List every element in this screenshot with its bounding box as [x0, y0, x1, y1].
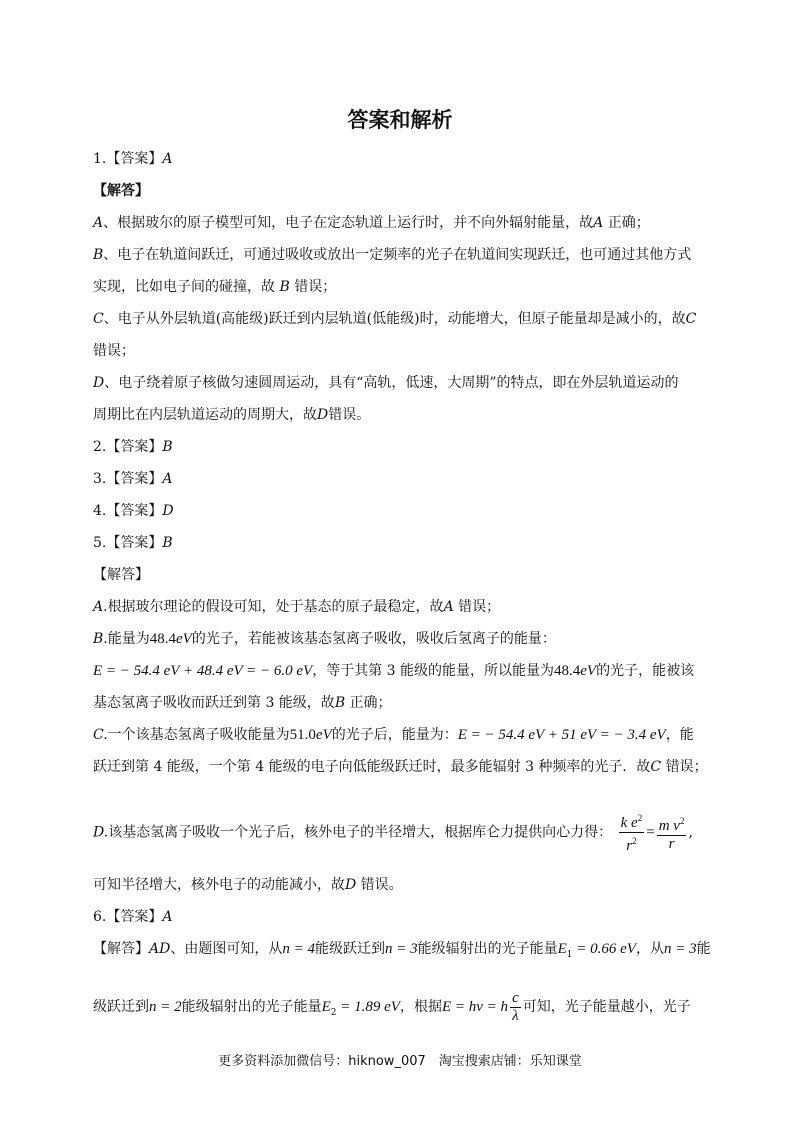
q5-option-d: D.该基态氢离子吸收一个光子后，核外电子的半径增大，根据库仑力提供向心力得： $\frac{k e^2}{r^2}$ = $\frac{m v^2}{r}$ ,: [93, 810, 693, 855]
answer-4-line: 4.【答案】D: [93, 503, 174, 519]
q5-option-d-cont: 可知半径增大，核外电子的动能减小，故D 错误。: [93, 877, 403, 893]
q1-jieda-label: 【解答】: [93, 183, 149, 199]
centripetal-fraction: $\frac{m v^2}{r}$: [657, 813, 687, 853]
energy-equation: E = − 54.4 eV + 48.4 eV = − 6.0 eV: [93, 663, 313, 679]
q6-explanation-line2: 级跃迁到n = 2能级辐射出的光子能量$E_2 = 1.89$ eV，根据E = hν = h $\frac{c}{\lambda}$ 可知，光子能量越小，光子: [93, 989, 691, 1024]
q1-option-d-cont: 周期比在内层轨道运动的周期大，故D错误。: [93, 407, 371, 423]
q1-option-c-cont: 错误；: [93, 343, 135, 359]
answer-value: A: [162, 151, 173, 167]
answer-label: 1.【答案】: [93, 151, 163, 167]
q1-option-c: C、电子从外层轨道(高能级)跃迁到内层轨道(低能级)时，动能增大，但原子能量却是减小的，故C: [93, 311, 697, 327]
q1-option-d: D、电子绕着原子核做匀速圆周运动，具有“高轨，低速，大周期”的特点，即在外层轨道运动的: [93, 375, 679, 391]
answer-5-line: 5.【答案】B: [93, 535, 173, 551]
q5-energy-line: E = − 54.4 eV + 48.4 eV = − 6.0 eV，等于其第 3 能级的能量，所以能量为48.4eV的光子，能被该: [93, 663, 695, 679]
photon-energy-fraction: $\frac{c}{\lambda}$: [512, 989, 519, 1024]
q5-option-b: B.能量为48.4eV的光子，若能被该基态氢离子吸收，吸收后氢离子的能量：: [93, 631, 556, 647]
q6-answer-line: 6.【答案】A: [93, 909, 173, 925]
q5-option-a: A.根据玻尔理论的假设可知，处于基态的原子最稳定，故A 错误；: [93, 599, 501, 615]
footer-note: 更多资料添加微信号：hiknow_007 淘宝搜索店铺：乐知课堂: [218, 1054, 582, 1069]
q1-option-b-cont: 实现，比如电子间的碰撞，故 B 错误；: [93, 279, 337, 295]
q1-answer-line: [93, 150, 172, 168]
coulomb-fraction: $\frac{k e^2}{r^2}$: [619, 810, 645, 855]
q1-option-a: A、根据玻尔的原子模型可知，电子在定态轨道上运行时，并不向外辐射能量，故A 正确；: [93, 215, 650, 231]
q5-option-c: C.一个该基态氢离子吸收能量为51.0eV的光子后，能量为：E = − 54.4 eV + 51 eV = − 3.4 eV，能: [93, 727, 694, 743]
q5-option-b-cont: 基态氢离子吸收而跃迁到第 3 能级，故B 正确；: [93, 695, 392, 711]
q1-option-b: B、电子在轨道间跃迁，可通过吸收或放出一定频率的光子在轨道间实现跃迁，也可通过其他方式: [93, 247, 692, 263]
energy-equation-c: E = − 54.4 eV + 51 eV = − 3.4 eV: [457, 727, 666, 743]
answer-2-line: 2.【答案】B: [93, 439, 173, 455]
answer-3-line: 3.【答案】A: [93, 471, 173, 487]
q6-explanation-line1: 【解答】AD、由题图可知，从n = 4能级跃迁到n = 3能级辐射出的光子能量$E_1 = 0.66$ eV，从n = 3能: [93, 941, 711, 960]
q5-option-c-cont: 跃迁到第 4 能级，一个第 4 能级的电子向低能级跃迁时，最多能辐射 3 种频率的光子．故C 错误；: [93, 759, 708, 775]
page-title: 答案和解析: [347, 108, 453, 132]
q5-jieda-label: 【解答】: [93, 567, 149, 583]
